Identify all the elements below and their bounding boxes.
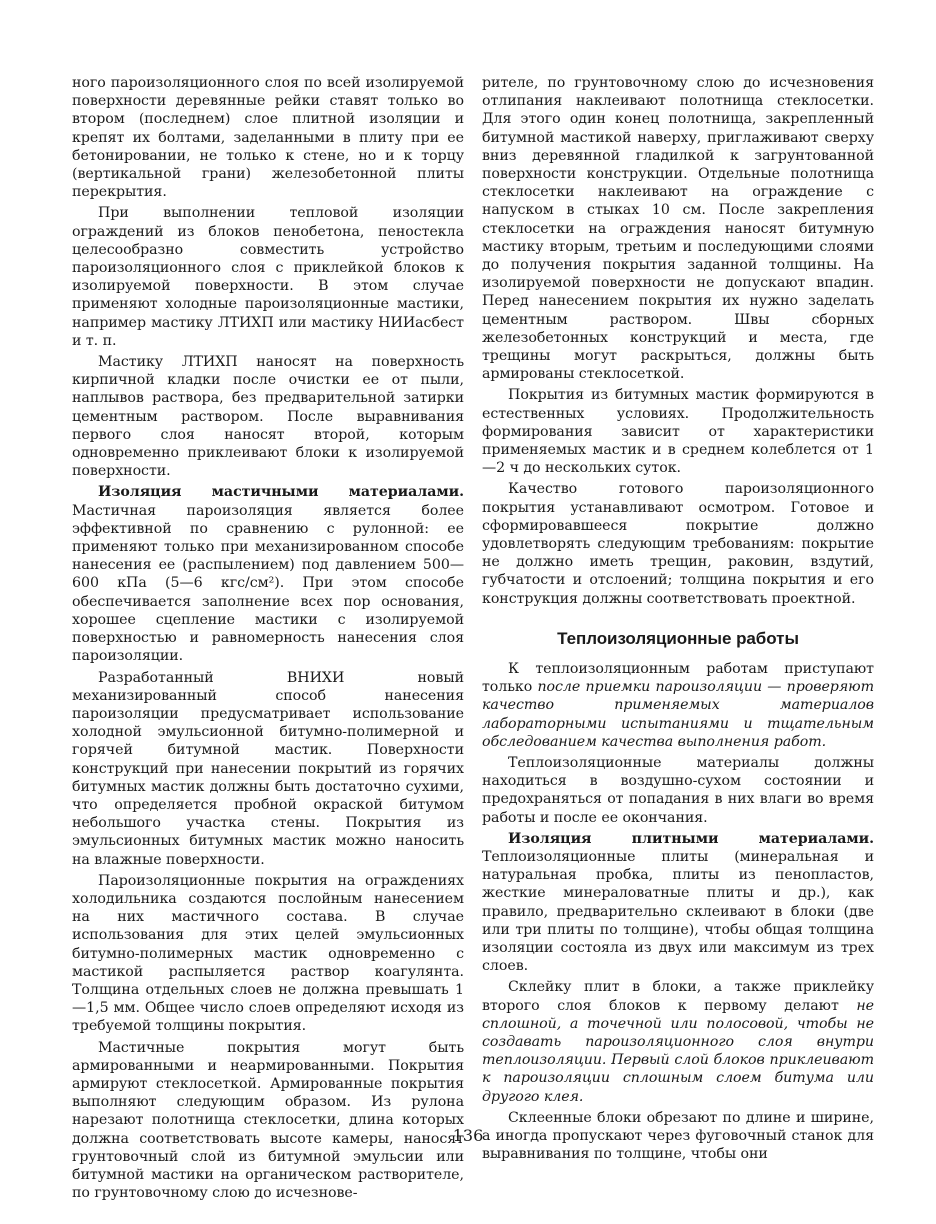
right-column [482,74,874,1166]
paragraph-text: Мастичная пароизоляция является более эффективной по сравнению с рулонной: ее применяют только при механизированном способе нанесения ее (распылением) под давлением 500—600 кПа (5—6 кгс/см²). При этом способе обеспечивается заполнение всех пор основания, хорошее сцепление мастики с изолируемой поверхностью и равномерность нанесения слоя пароизоляции. [72,502,464,665]
paragraph-text: Склейку плит в блоки, а также приклейку второго слоя блоков к первому делают [482,979,874,1014]
paragraph-text: Теплоизоляционные плиты (минеральная и натуральная пробка, плиты из пенопластов, жесткие минераловатные плиты и др.), как правило, предварительно склеивают в блоки (две или три плиты по толщине), чтобы общая толщина изоляции состояла из двух или максимум из трех слоев. [482,848,874,975]
paragraph: Теплоизоляционные материалы должны находиться в воздушно-сухом состоянии и предохраняться от попадания в них влаги во время работы и после ее окончания. [482,754,874,826]
section-heading: Теплоизоляционные работы [557,628,799,648]
paragraph: Пароизоляционные покрытия на ограждениях холодильника создаются послойным нанесением на них мастичного состава. В случае использования для этих целей эмульсионных битумно-полимерных мастик одновременно с мастикой распыляется раствор коагулянта. Толщина отдельных слоев не должна превышать 1—1,5 мм. Общее число слоев определяют исходя из требуемой толщины покрытия. [72,872,464,1035]
paragraph: Разработанный ВНИХИ новый механизированный способ нанесения пароизоляции предусматривает использование холодной эмульсионной битумно-полимерной и горячей битумной мастик. Поверхности конструкций при нанесении покрытий из горячих битумных мастик должны быть достаточно сухими, что определяется пробной окраской битумом небольшого участка стены. Покрытия из эмульсионных битумных мастик можно наносить на влажные поверхности. [72,669,464,868]
italic-text: не сплошной, а точечной или полосовой, чтобы не создавать пароизоляционного слоя внутри теплоизоляции. Первый слой блоков приклеивают к пароизоляции сплошным слоем битума или другого клея. [482,997,874,1105]
run-in-heading: Изоляция плитными материалами. [508,830,874,847]
italic-text: после приемки пароизоляции — проверяют качество применяемых материалов лабораторными испытаниями и тщательным обследованием качества выполнения работ. [482,679,875,750]
page-number: 136 [452,1126,484,1145]
paragraph: ного пароизоляционного слоя по всей изолируемой поверхности деревянные рейки ставят только во втором (последнем) слое плитной изоляции и крепят их болтами, заделанными в плиту при ее бетонировании, не только к стене, но и к торцу (вертикальной грани) железобетонной плиты перекрытия. [72,75,464,201]
run-in-heading: Изоляция мастичными материалами. [98,484,464,501]
paragraph: рителе, по грунтовочному слою до исчезновения отлипания наклеивают полотнища стеклосетки. Для этого один конец полотнища, закрепленный битумной мастикой наверху, приглаживают сверху вниз деревянной гладилкой к загрунтованной поверхности конструкции. Отдельные полотнища стеклосетки наклеивают на ограждение с напуском в стыках 10 см. После закрепления стеклосетки на ограждения наносят битумную мастику вторым, третьим и последующими слоями до получения покрытия заданной толщины. На изолируемой поверхности не допускают впадин. Перед нанесением покрытия их нужно заделать цементным раствором. Швы сборных железобетонных конструкций и места, где трещины могут раскрыться, должны быть армированы стеклосеткой. [482,75,874,383]
left-column [72,74,464,1205]
paragraph: При выполнении тепловой изоляции ограждений из блоков пенобетона, пеностекла целесообразно совместить устройство пароизоляционного слоя с приклейкой блоков к изолируемой поверхности. В этом случае применяют холодные пароизоляционные мастики, например мастику ЛТИХП или мастику НИИасбест и т. п. [72,205,464,349]
paragraph [482,660,874,751]
paragraph: Склеенные блоки обрезают по длине и ширине, а иногда пропускают через фуговочный станок для выравнивания по толщине, чтобы они [482,1109,874,1163]
paragraph [72,483,464,665]
paragraph: Покрытия из битумных мастик формируются в естественных условиях. Продолжительность формирования зависит от характеристики применяемых мастик и в среднем колеблется от 1—2 ч до нескольких суток. [482,387,874,477]
paragraph: Мастику ЛТИХП наносят на поверхность кирпичной кладки после очистки ее от пыли, наплывов раствора, без предварительной затирки цементным раствором. После выравнивания первого слоя наносят второй, которым одновременно приклеивают блоки к изолируемой поверхности. [72,354,464,480]
paragraph [482,978,874,1105]
paragraph [482,830,874,976]
paragraph-text: К теплоизоляционным работам приступают только [482,660,874,696]
paragraph: Мастичные покрытия могут быть армированными и неармированными. Покрытия армируют стеклосеткой. Армированные покрытия выполняют следующим образом. Из рулона нарезают полотнища стеклосетки, длина которых должна соответствовать высоте камеры, наносят грунтовочный слой из битумной эмульсии или битумной мастики на органическом растворителе, по грунтовочному слою до исчезнове- [72,1039,464,1202]
paragraph: Качество готового пароизоляционного покрытия устанавливают осмотром. Готовое и сформировавшееся покрытие должно удовлетворять следующим требованиям: покрытие не должно иметь трещин, раковин, вздутий, губчатости и отслоений; толщина покрытия и его конструкция должны соответствовать проектной. [482,481,874,607]
